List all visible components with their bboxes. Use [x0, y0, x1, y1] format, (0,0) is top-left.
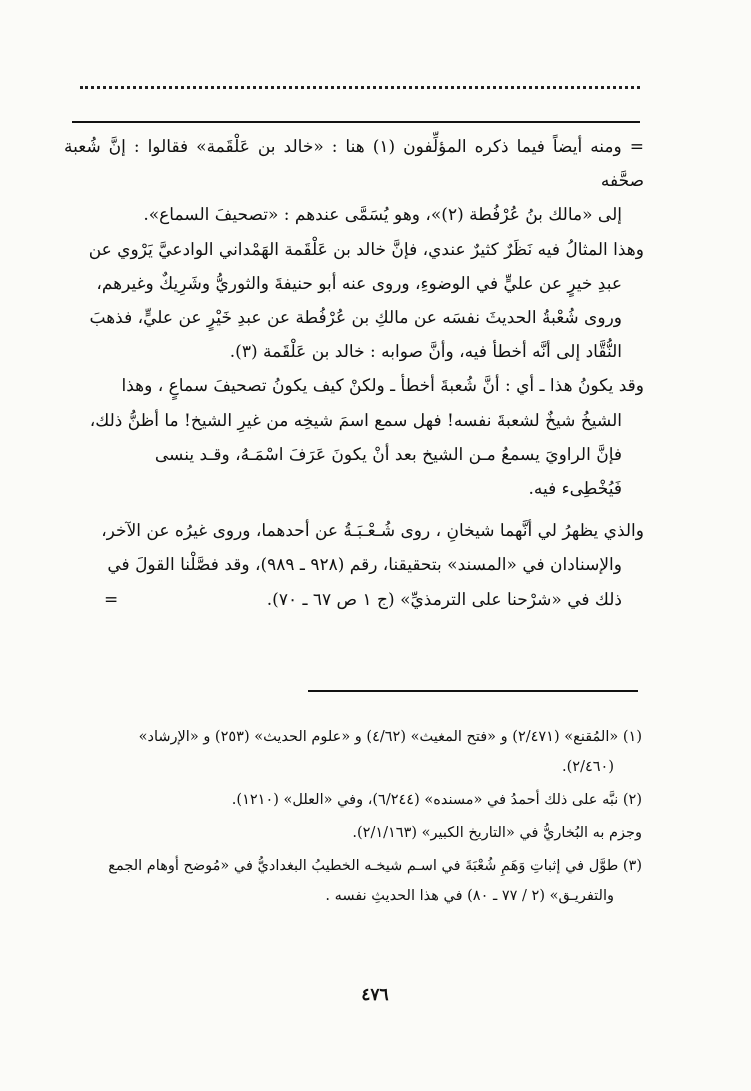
- main-text: [64, 130, 644, 617]
- footnote-rule: [308, 690, 638, 692]
- continue-mark: =: [104, 589, 119, 610]
- paragraph-text: ذلك في «شرْحنا على الترمذيِّ» (ج ١ ص ٦٧ ـ ٧٠).: [266, 589, 622, 610]
- paragraph-line: والإسنادان في «المسند» بتحقيقنا، رقم (٩٢٨ ـ ٩٨٩)، وقد فصَّلْنا القولَ في: [107, 555, 622, 576]
- header-rule: [72, 121, 640, 123]
- footnote-line: وجزم به البُخاريُّ في «التاريخ الكبير» (٢/١/١٦٣).: [352, 825, 642, 841]
- paragraph-line: وروى شُعْبةُ الحديثَ نفسَه عن مالكِ بن عُرْفُطة عن عبدِ خَيْرٍ عن عليٍّ، فذهبَ: [89, 308, 622, 329]
- footnote-line: (١) «المُقنع» (٢/٤٧١) و «فتح المغيث» (٤/٦٢) و «علوم الحديث» (٢٥٣) و «الإرشاد»: [138, 729, 642, 745]
- paragraph-line: [64, 583, 644, 617]
- footnote-line: (٣) طوَّل في إثباتِ وَهَمِ شُعْبَةَ في اسـم شيخـه الخطيبُ البغداديُّ في «مُوضح أوهام الجمع: [108, 858, 642, 874]
- paragraph-line: النُّقَّاد إلى أنَّه أخطأ فيه، وأنَّ صوابه : خالد بن عَلْقَمة (٣).: [229, 342, 622, 363]
- paragraph-line: الشيخُ شيخٌ لشعبةَ نفسه! فهل سمع اسمَ شيخِه من غيرِ الشيخ! ما أظنُّ ذلك،: [89, 410, 622, 431]
- page-number: ٤٧٦: [361, 985, 389, 1005]
- paragraph-line: وهذا المثالُ فيه نَظَرٌ كثيرٌ عندي، فإنَّ خالد بن عَلْقَمة الهَمْداني الوادعيَّ يَرْوي عن: [88, 239, 644, 260]
- footnotes: [70, 722, 642, 911]
- header-dotted-rule: [80, 86, 640, 89]
- paragraph-line: فإنَّ الراويَ يسمعُ مـن الشيخ بعد أنْ يكونَ عَرَفَ اسْمَـهُ، وقـد ينسى: [154, 444, 622, 465]
- footnote-line: والتفريـق» (٢ / ٧٧ ـ ٨٠) في هذا الحديثِ نفسه .: [325, 888, 614, 904]
- paragraph-line: فَيُخْطِىء فيه.: [528, 479, 622, 500]
- paragraph-line: إلى «مالك بنُ عُرْفُطة (٢)»، وهو يُسَمَّى عندهم : «تصحيفَ السماع».: [143, 205, 622, 226]
- paragraph-line: والذي يظهرُ لي أنَّهما شيخانِ ، روى شُـعْـبَـةُ عن أحدهما، وروى غيرُه عن الآخر،: [101, 521, 644, 542]
- paragraph-line: = ومنه أيضاً فيما ذكره المؤلِّفون (١) هنا : «خالد بن عَلْقَمة» فقالوا : إنَّ شُعبة صحَّفه: [64, 137, 644, 192]
- paragraph-line: وقد يكونُ هذا ـ أي : أنَّ شُعبةَ أخطأ ـ ولكنْ كيف يكونُ تصحيفَ سماعٍ ، وهذا: [121, 376, 644, 397]
- footnote-line: (٢) نبَّه على ذلك أحمدُ في «مسنده» (٦/٢٤٤)، وفي «العلل» (١٢١٠).: [231, 792, 642, 808]
- footnote-line: (٢/٤٦٠).: [562, 759, 614, 775]
- paragraph-line: عبدِ خيرٍ عن عليٍّ في الوضوءِ، وروى عنه أبو حنيفةَ والثوريُّ وشَرِيكٌ وغيرهم،: [96, 273, 622, 294]
